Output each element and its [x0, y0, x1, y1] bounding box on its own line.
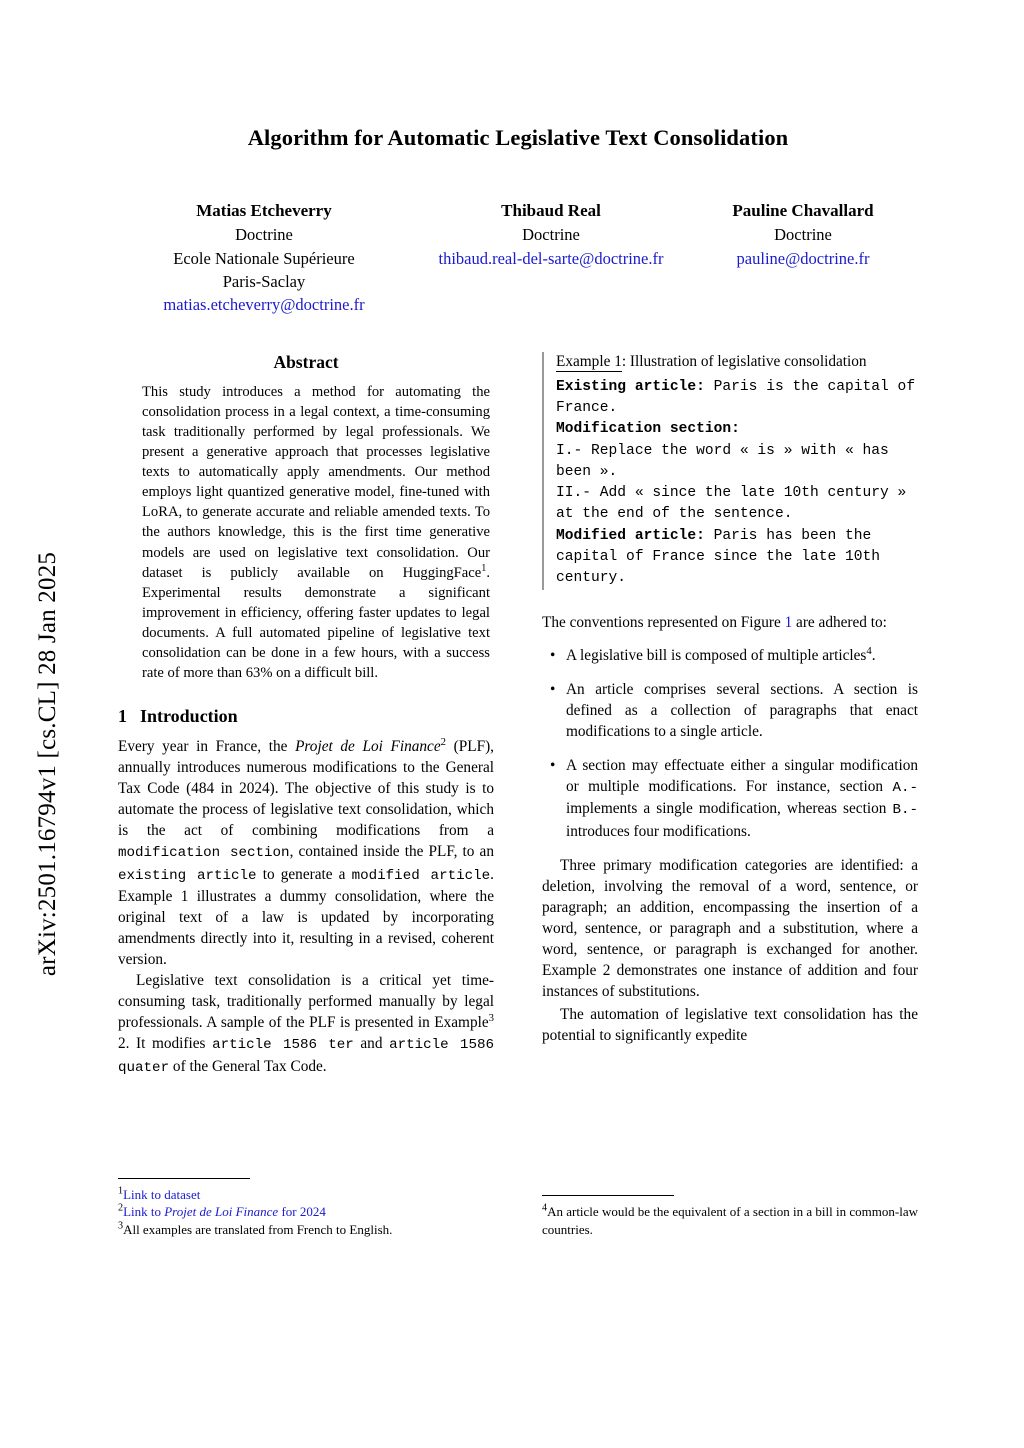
- abstract-text-1: This study introduces a method for automating the consolidation process in a legal context, a time-consuming task traditionally performed by legal professionals. We present a generative approach that processes legislative texts to automatically apply amendments. Our method employs light quantized generative model, fine-tuned with LoRA, to generate accurate and reliable amended texts. To the authors knowledge, this is the first time generative models are used on legislative text consolidation. Our dataset is publicly available on HuggingFace: [142, 384, 490, 581]
- page-title: Algorithm for Automatic Legislative Text Consolidation: [247, 125, 789, 150]
- modification-item-1: I.- Replace the word « is » with « has been ».: [556, 442, 898, 480]
- intro-text-b: (PLF), annually introduces numerous modifications to the General Tax Code (484 in 2024). The objective of this study is to automate the process of legislative text consolidation, which is the act of combining modifications from a: [118, 737, 494, 840]
- modification-section-label: Modification section:: [556, 421, 740, 438]
- bullet-1-text-end: .: [871, 646, 876, 664]
- footnote-text-article-equivalent: An article would be the equivalent of a section in a bill in common-law countries.: [542, 1204, 918, 1237]
- author-email[interactable]: matias.etcheverry@doctrine.fr: [163, 295, 365, 315]
- footnote-item: [118, 1221, 494, 1238]
- example-1-caption-text: : Illustration of legislative consolidation: [621, 353, 867, 370]
- conventions-paragraph: [542, 612, 918, 633]
- section-b-label: B.-: [892, 802, 918, 819]
- footnotes-right: [542, 1195, 918, 1238]
- footnote-rule: [118, 1178, 250, 1179]
- modified-article-label: Modified article:: [556, 527, 705, 544]
- footnote-link-plf-year[interactable]: for 2024: [278, 1204, 326, 1220]
- intro2-text-a: Legislative text consolidation is a critical yet time-consuming task, traditionally performed manually by legal professionals. A sample of the PLF is presented in Example: [118, 972, 494, 1032]
- example-1-caption: [556, 352, 918, 373]
- intro-text-e: . Example 1 illustrates a dummy consolidation, where the original text of a law is updated by incorporating amendments directly into it, resulting in a revised, coherent version.: [118, 865, 494, 969]
- author-affiliation: Paris-Saclay: [222, 271, 306, 291]
- abstract-heading: Abstract: [273, 352, 339, 372]
- term-modification-section: modification section: [118, 845, 290, 862]
- modified-article-text: Paris has been the capital of France since the late 10th century.: [556, 527, 889, 587]
- figure-1-reference[interactable]: 1: [784, 613, 793, 631]
- bullet-3-text-a: A section may effectuate either a singular modification or multiple modifications. For instance, section: [566, 756, 918, 795]
- two-column-body: [118, 352, 924, 1342]
- footnote-link-plf[interactable]: Link to: [123, 1204, 165, 1220]
- term-article-1586-quater: article 1586 quater: [118, 1037, 494, 1076]
- categories-paragraph: Three primary modification categories are identified: a deletion, involving the removal of a word, sentence, or paragraph; an addition, encompassing the insertion of a word, sentence, or paragraph and a substitution, where a word, sentence, or paragraph is exchanged for another. Example 2 demonstrates one instance of addition and four instances of substitutions.: [542, 856, 918, 1001]
- intro2-text-b: 2. It modifies: [118, 1035, 213, 1053]
- author-name: Pauline Chavallard: [732, 201, 874, 220]
- footnote-item: [118, 1186, 494, 1203]
- list-item: [564, 645, 918, 666]
- plf-term: Projet de Loi Finance: [295, 737, 441, 755]
- intro-paragraph-2: [118, 970, 494, 1078]
- term-article-1586-ter: article 1586 ter: [212, 1037, 354, 1054]
- bullet-2-text: An article comprises several sections. A section is defined as a collection of paragraphs that enact modifications to a single article.: [566, 680, 918, 740]
- intro-text-a: Every year in France, the: [118, 737, 296, 755]
- footnote-link-plf-title[interactable]: Projet de Loi Finance: [164, 1204, 279, 1220]
- footnote-ref-1[interactable]: 1: [481, 562, 487, 574]
- author-affiliation: Doctrine: [235, 225, 293, 245]
- example-1-label: Example 1: [556, 353, 622, 370]
- existing-article-label: Existing article:: [556, 378, 705, 395]
- author-name: Matias Etcheverry: [196, 201, 332, 220]
- paper-content: [118, 0, 924, 1448]
- footnote-marker: 3: [118, 1220, 124, 1232]
- author-email[interactable]: thibaud.real-del-sarte@doctrine.fr: [438, 248, 664, 268]
- footnote-ref-4[interactable]: 4: [866, 644, 872, 657]
- footnote-marker: 1: [118, 1185, 124, 1197]
- arxiv-identifier-stamp: arXiv:2501.16794v1 [cs.CL] 28 Jan 2025: [34, 551, 61, 977]
- footnote-item: [118, 1203, 494, 1220]
- abstract-text-2: . Experimental results demonstrate a significant improvement in efficiency, offering faster updates to legal documents. A full automated pipeline of legislative text consolidation can be done in a few hours, with a success rate of more than 63% on a difficult bill.: [142, 564, 490, 681]
- author-block-3: [688, 199, 918, 317]
- footnote-text-translation: All examples are translated from French to English.: [123, 1221, 393, 1237]
- author-affiliation: Doctrine: [522, 225, 580, 245]
- intro2-text-c: and: [353, 1035, 390, 1053]
- footnote-link-dataset[interactable]: Link to dataset: [123, 1187, 201, 1203]
- term-existing-article: existing article: [118, 867, 257, 884]
- intro-text-d: to generate a: [256, 865, 352, 883]
- section-heading-introduction: [118, 706, 494, 727]
- conventions-list: [542, 645, 918, 842]
- author-email[interactable]: pauline@doctrine.fr: [736, 248, 870, 268]
- bullet-3-text-mid: implements a single modification, whereas section: [566, 800, 893, 818]
- author-name: Thibaud Real: [501, 201, 601, 220]
- abstract-body: [118, 382, 494, 683]
- author-affiliation: Ecole Nationale Supérieure: [173, 248, 355, 268]
- intro-paragraph-1: [118, 736, 494, 970]
- automation-paragraph: The automation of legislative text consolidation has the potential to significantly expedite: [542, 1006, 918, 1045]
- modification-item-2: II.- Add « since the late 10th century » at the end of the sentence.: [556, 485, 916, 523]
- list-item: [564, 755, 918, 842]
- section-a-label: A.-: [892, 779, 918, 796]
- bullet-1-text: A legislative bill is composed of multiple articles: [566, 646, 867, 664]
- example-1-box: [542, 352, 924, 590]
- intro-text-c: , contained inside the PLF, to an: [289, 843, 494, 861]
- section-title: Introduction: [140, 705, 238, 726]
- conventions-text-a: The conventions represented on Figure: [542, 613, 785, 631]
- conventions-text-b: are adhered to:: [792, 613, 887, 631]
- footnote-marker: 4: [542, 1203, 548, 1215]
- intro2-text-d: of the General Tax Code.: [169, 1057, 327, 1075]
- author-list: [118, 199, 918, 317]
- footnotes-left: [118, 1178, 494, 1238]
- author-block-2: [426, 199, 676, 317]
- existing-article-text: Paris is the capital of France.: [556, 378, 924, 416]
- right-column: [542, 352, 924, 1342]
- list-item: [564, 679, 918, 742]
- author-block-1: [114, 199, 414, 317]
- bullet-3-text-end: introduces four modifications.: [566, 822, 751, 840]
- abstract-paragraph: [142, 382, 490, 683]
- footnote-marker: 2: [118, 1203, 124, 1215]
- footnote-rule: [542, 1195, 674, 1196]
- term-modified-article: modified article: [351, 867, 491, 884]
- left-column: [118, 352, 494, 1342]
- footnote-item: [542, 1203, 918, 1238]
- footnote-ref-2[interactable]: 2: [440, 735, 446, 748]
- footnote-ref-3[interactable]: 3: [488, 1012, 494, 1025]
- example-1-code: [556, 377, 924, 590]
- author-affiliation: Doctrine: [774, 225, 832, 245]
- section-number: 1: [118, 705, 127, 726]
